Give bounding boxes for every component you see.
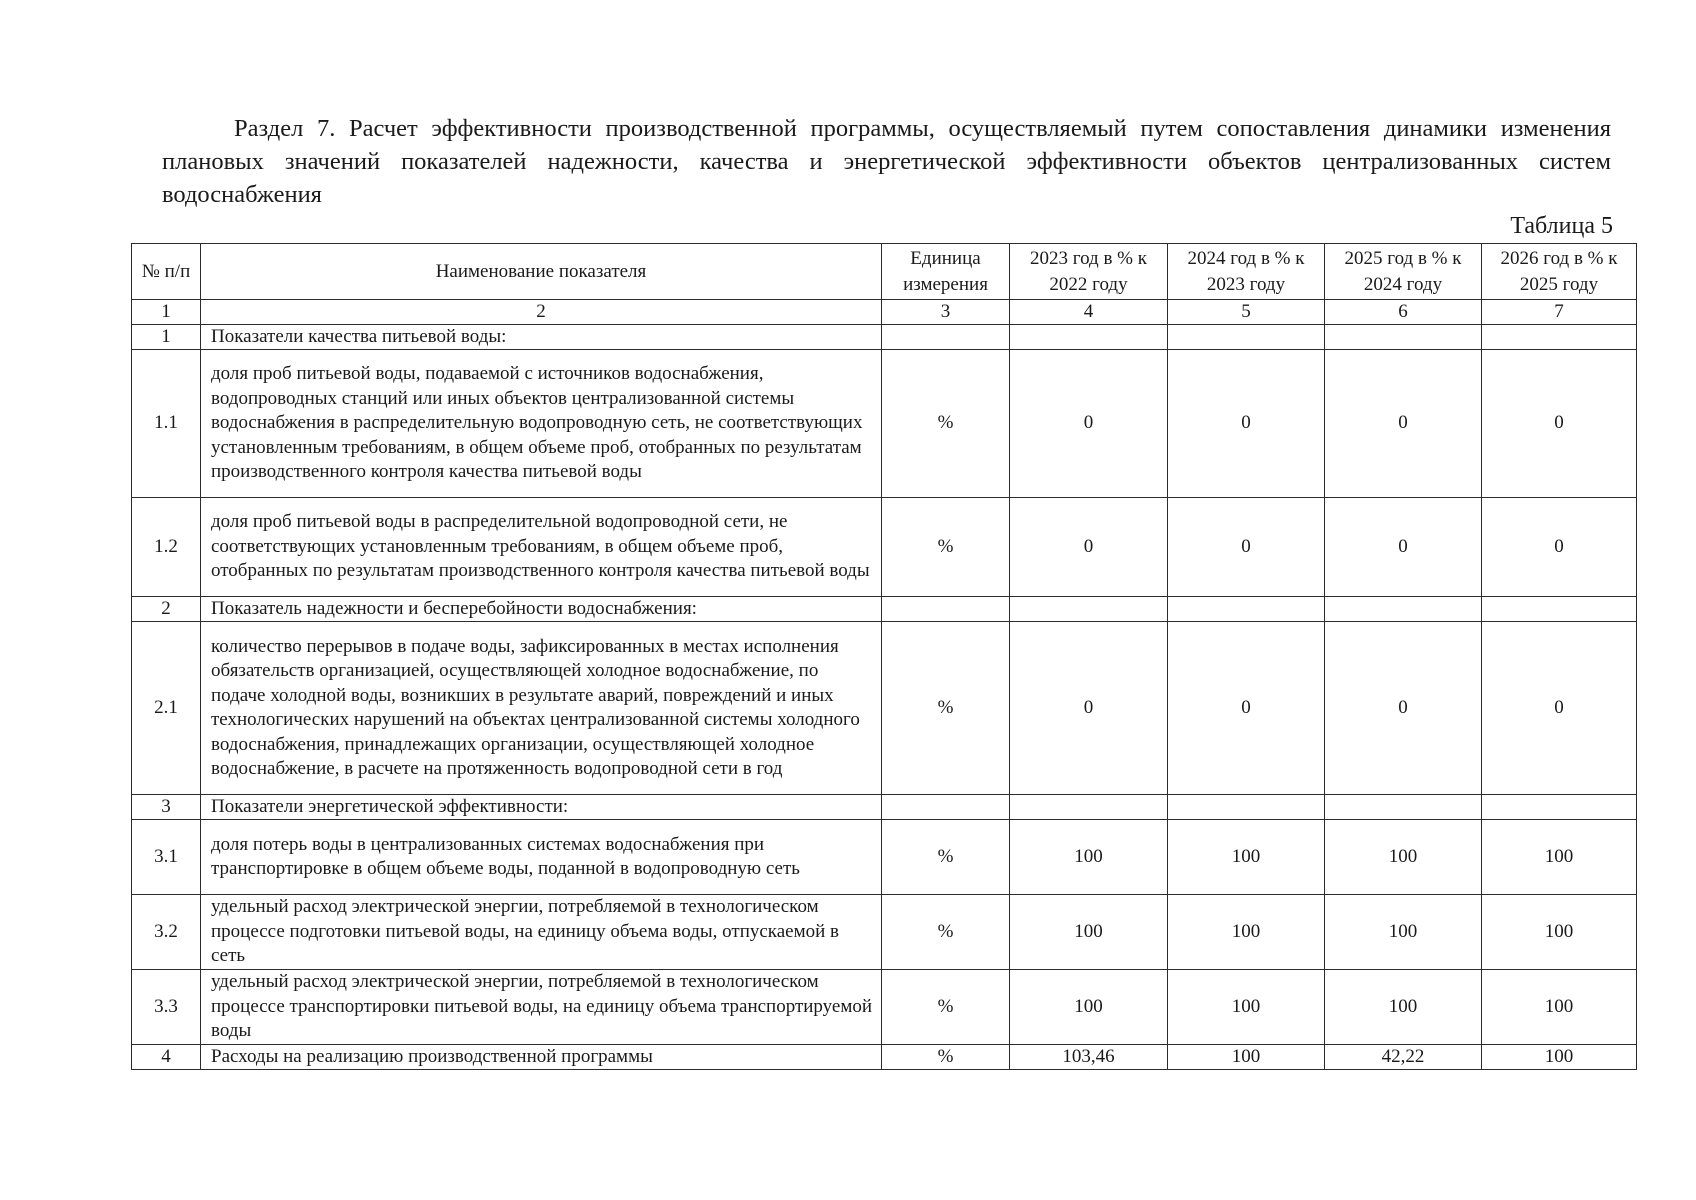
column-number: 7 [1482, 300, 1637, 325]
table-row [132, 350, 1637, 498]
row-value-2024: 0 [1168, 498, 1325, 597]
row-unit [882, 597, 1010, 622]
row-unit: % [882, 895, 1010, 970]
row-name: доля потерь воды в централизованных системах водоснабжения при транспортировке в общем объеме воды, поданной в водопроводную сеть [201, 820, 882, 895]
column-number: 1 [132, 300, 201, 325]
row-name: удельный расход электрической энергии, потребляемой в технологическом процессе транспортировки питьевой воды, на единицу объема транспортируемой воды [201, 970, 882, 1045]
row-value-2024: 0 [1168, 350, 1325, 498]
row-num: 2 [132, 597, 201, 622]
row-value-2026: 0 [1482, 498, 1637, 597]
row-value-2023: 103,46 [1010, 1045, 1168, 1070]
row-name: Показатели энергетической эффективности: [201, 795, 882, 820]
row-name: Показатели качества питьевой воды: [201, 325, 882, 350]
row-value-2024 [1168, 597, 1325, 622]
section-heading: Раздел 7. Расчет эффективности производственной программы, осуществляемый путем сопоставления динамики изменения плановых значений показателей надежности, качества и энергетической эффективности объектов централизованных систем водоснабжения [162, 115, 1611, 208]
row-num: 3 [132, 795, 201, 820]
row-value-2025: 0 [1325, 350, 1482, 498]
row-unit: % [882, 350, 1010, 498]
row-value-2026 [1482, 597, 1637, 622]
efficiency-table [131, 243, 1637, 1070]
table-row [132, 622, 1637, 795]
header-name: Наименование показателя [201, 244, 882, 300]
row-unit: % [882, 970, 1010, 1045]
column-number: 3 [882, 300, 1010, 325]
row-num: 1.1 [132, 350, 201, 498]
header-unit: Единица измерения [882, 244, 1010, 300]
column-number: 2 [201, 300, 882, 325]
header-2025: 2025 год в % к 2024 году [1325, 244, 1482, 300]
row-value-2023: 0 [1010, 498, 1168, 597]
row-num: 1 [132, 325, 201, 350]
row-value-2023: 100 [1010, 820, 1168, 895]
row-value-2023: 0 [1010, 350, 1168, 498]
row-num: 3.1 [132, 820, 201, 895]
row-value-2024: 100 [1168, 820, 1325, 895]
row-num: 3.2 [132, 895, 201, 970]
row-value-2025: 100 [1325, 895, 1482, 970]
row-value-2026: 0 [1482, 350, 1637, 498]
row-value-2024 [1168, 325, 1325, 350]
header-2024: 2024 год в % к 2023 году [1168, 244, 1325, 300]
row-value-2023 [1010, 597, 1168, 622]
section-row [132, 795, 1637, 820]
row-value-2025 [1325, 597, 1482, 622]
row-value-2026 [1482, 325, 1637, 350]
row-value-2026: 0 [1482, 622, 1637, 795]
section-row [132, 325, 1637, 350]
row-value-2026: 100 [1482, 820, 1637, 895]
row-num: 1.2 [132, 498, 201, 597]
row-unit: % [882, 1045, 1010, 1070]
row-name: доля проб питьевой воды в распределительной водопроводной сети, не соответствующих установленным требованиям, в общем объеме проб, отобранных по результатам производственного контроля качества питьевой воды [201, 498, 882, 597]
table-row [132, 895, 1637, 970]
row-unit: % [882, 820, 1010, 895]
row-value-2025: 100 [1325, 820, 1482, 895]
column-number: 6 [1325, 300, 1482, 325]
row-value-2025: 0 [1325, 498, 1482, 597]
row-value-2024: 100 [1168, 895, 1325, 970]
row-name: доля проб питьевой воды, подаваемой с источников водоснабжения, водопроводных станций или иных объектов централизованной системы водоснабжения в распределительную водопроводную сеть, не соответствующих установленным требованиям, в общем объеме проб, отобранных по результатам производственного контроля качества питьевой воды [201, 350, 882, 498]
row-value-2026: 100 [1482, 1045, 1637, 1070]
row-unit [882, 325, 1010, 350]
row-value-2025 [1325, 325, 1482, 350]
row-value-2025: 42,22 [1325, 1045, 1482, 1070]
row-unit: % [882, 498, 1010, 597]
row-value-2023: 100 [1010, 970, 1168, 1045]
header-num: № п/п [132, 244, 201, 300]
row-value-2025: 100 [1325, 970, 1482, 1045]
header-2026: 2026 год в % к 2025 году [1482, 244, 1637, 300]
row-value-2023: 0 [1010, 622, 1168, 795]
row-value-2023 [1010, 325, 1168, 350]
column-numbers-row [132, 300, 1637, 325]
row-name: Показатель надежности и бесперебойности водоснабжения: [201, 597, 882, 622]
row-value-2025 [1325, 795, 1482, 820]
row-value-2026: 100 [1482, 895, 1637, 970]
row-num: 3.3 [132, 970, 201, 1045]
row-value-2024: 100 [1168, 1045, 1325, 1070]
row-unit: % [882, 622, 1010, 795]
row-num: 4 [132, 1045, 201, 1070]
table-row [132, 498, 1637, 597]
table-row [132, 1045, 1637, 1070]
row-value-2024: 0 [1168, 622, 1325, 795]
row-name: количество перерывов в подаче воды, зафиксированных в местах исполнения обязательств организацией, осуществляющей холодное водоснабжение, по подаче холодной воды, возникших в результате аварий, повреждений и иных технологических нарушений на объектах централизованной системы холодного водоснабжения, принадлежащих организации, осуществляющей холодное водоснабжение, в расчете на протяженность водопроводной сети в год [201, 622, 882, 795]
row-name: удельный расход электрической энергии, потребляемой в технологическом процессе подготовки питьевой воды, на единицу объема воды, отпускаемой в сеть [201, 895, 882, 970]
column-number: 5 [1168, 300, 1325, 325]
header-2023: 2023 год в % к 2022 году [1010, 244, 1168, 300]
row-num: 2.1 [132, 622, 201, 795]
row-name: Расходы на реализацию производственной программы [201, 1045, 882, 1070]
row-value-2026: 100 [1482, 970, 1637, 1045]
row-value-2026 [1482, 795, 1637, 820]
row-value-2023: 100 [1010, 895, 1168, 970]
row-value-2023 [1010, 795, 1168, 820]
table-caption: Таблица 5 [1510, 213, 1613, 239]
table-row [132, 970, 1637, 1045]
row-value-2024 [1168, 795, 1325, 820]
row-value-2024: 100 [1168, 970, 1325, 1045]
section-row [132, 597, 1637, 622]
row-unit [882, 795, 1010, 820]
column-number: 4 [1010, 300, 1168, 325]
table-row [132, 820, 1637, 895]
row-value-2025: 0 [1325, 622, 1482, 795]
header-row [132, 244, 1637, 300]
